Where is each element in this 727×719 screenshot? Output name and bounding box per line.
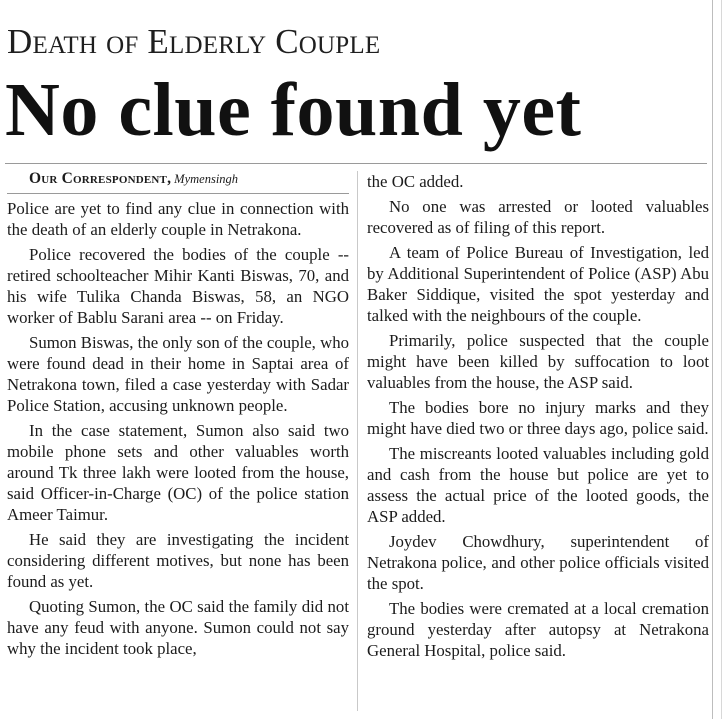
- paragraph: Quoting Sumon, the OC said the family did not have any feud with anyone. Sumon could not say why the incident took place,: [7, 597, 349, 658]
- page-edge-line: [712, 0, 713, 719]
- byline-rule: [7, 193, 349, 194]
- paragraph: The bodies bore no injury marks and they might have died two or three days ago, police said.: [367, 398, 709, 438]
- paragraph: the OC added.: [367, 172, 464, 191]
- kicker-headline: Death of Elderly Couple: [7, 22, 381, 61]
- byline: [7, 168, 349, 191]
- paragraph: He said they are investigating the incident considering different motives, but none has been found as yet.: [7, 530, 349, 591]
- headline-rule: [5, 163, 707, 164]
- paragraph: Sumon Biswas, the only son of the couple, who were found dead in their home in Saptai area of Netrakona town, filed a case yesterday with Sadar Police Station, accusing unknown people.: [7, 333, 349, 415]
- article-column-right: [367, 171, 709, 665]
- byline-place: Mymensingh: [174, 172, 239, 186]
- paragraph: A team of Police Bureau of Investigation, led by Additional Superintendent of Police (ASP) Abu Baker Siddique, visited the spot yesterday and talked with the neighbours of the couple.: [367, 243, 709, 325]
- paragraph: Joydev Chowdhury, superintendent of Netrakona police, and other police officials visited the spot.: [367, 532, 709, 593]
- paragraph: Primarily, police suspected that the couple might have been killed by suffocation to loot valuables from the house, the ASP said.: [367, 331, 709, 392]
- paragraph: No one was arrested or looted valuables recovered as of filing of this report.: [367, 197, 709, 237]
- main-headline: No clue found yet: [5, 68, 582, 152]
- page-edge-line: [721, 0, 722, 719]
- paragraph: Police recovered the bodies of the couple -- retired schoolteacher Mihir Kanti Biswas, 70, and his wife Tulika Chanda Biswas, 58, an NGO worker of Bablu Sarani area -- on Friday.: [7, 245, 349, 327]
- column-divider: [357, 171, 358, 711]
- paragraph: The miscreants looted valuables including gold and cash from the house but police are yet to assess the actual price of the looted goods, the ASP added.: [367, 444, 709, 526]
- article-column-left: [7, 168, 349, 663]
- paragraph: Police are yet to find any clue in connection with the death of an elderly couple in Netrakona.: [7, 199, 349, 239]
- paragraph: The bodies were cremated at a local cremation ground yesterday after autopsy at Netrakona General Hospital, police said.: [367, 599, 709, 660]
- byline-author: Our Correspondent,: [29, 170, 172, 187]
- paragraph: In the case statement, Sumon also said two mobile phone sets and other valuables worth around Tk three lakh were looted from the house, said Officer-in-Charge (OC) of the police station Ameer Taimur.: [7, 421, 349, 524]
